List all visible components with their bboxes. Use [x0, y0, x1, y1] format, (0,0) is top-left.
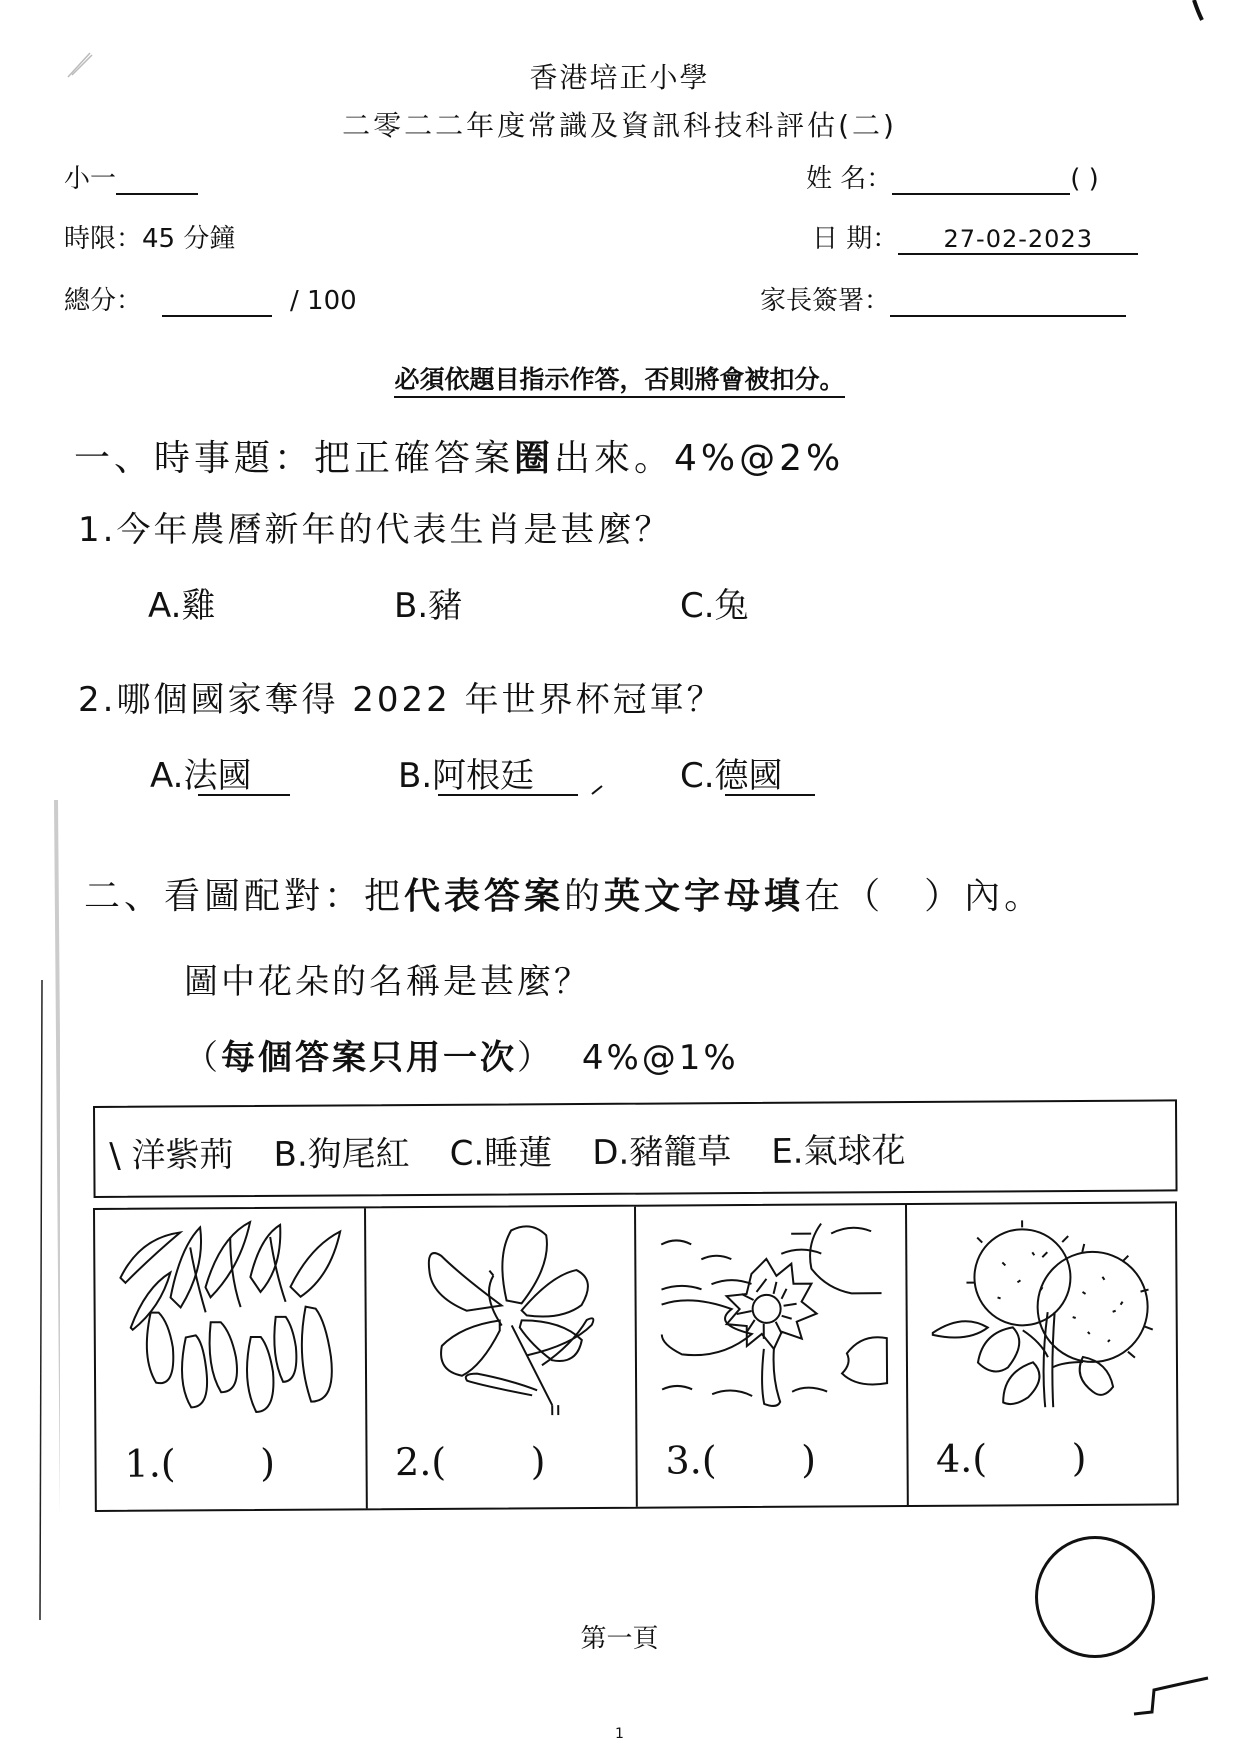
scan-mark	[1190, 0, 1210, 26]
section2-note: （每個答案只用一次） 4%@1%	[184, 1038, 739, 1078]
class-field	[64, 158, 198, 195]
parent-sign-input[interactable]	[890, 289, 1126, 317]
water-lily-drawing	[651, 1213, 892, 1414]
instruction-notice: 必須依題目指示作答，否則將會被扣分。	[0, 360, 1239, 396]
score-label: 總分：	[64, 286, 143, 316]
class-label: 小一	[64, 164, 117, 194]
picture-matching-grid	[93, 1201, 1179, 1512]
score-input[interactable]	[162, 289, 272, 317]
pen-mark	[590, 780, 606, 796]
q2-option-b[interactable]: B.阿根廷	[398, 756, 535, 796]
score-field	[64, 280, 357, 317]
section2-heading: 二、看圖配對：把代表答案的英文字母填在（ ）內。	[84, 876, 1045, 917]
choice-b: B.狗尾紅	[273, 1133, 410, 1175]
name-field	[806, 158, 1099, 195]
bauhinia-drawing	[381, 1215, 622, 1416]
picture-cell-1	[95, 1208, 367, 1510]
section2-subquestion: 圖中花朵的名稱是甚麼？	[184, 962, 591, 1002]
pitcher-plant-drawing	[110, 1216, 351, 1417]
choice-e: E.氣球花	[771, 1130, 906, 1172]
school-name: 香港培正小學	[529, 61, 710, 94]
answer-slot-2[interactable]: 2.( )	[394, 1439, 546, 1485]
answer-slot-1[interactable]: 1.( )	[124, 1440, 276, 1486]
question-2: 2.哪個國家奪得 2022 年世界杯冠軍？	[78, 680, 724, 720]
choice-d: D.豬籠草	[592, 1131, 732, 1173]
answer-slot-4[interactable]: 4.( )	[935, 1435, 1087, 1481]
page-edge-shadow	[20, 800, 60, 1754]
underline	[725, 794, 815, 796]
q1-option-a[interactable]: A.雞	[148, 586, 216, 626]
date-field	[812, 218, 1138, 255]
time-limit: 時限：45 分鐘	[64, 224, 236, 254]
class-number-paren[interactable]: ( )	[1070, 164, 1099, 194]
answer-slot-3[interactable]: 3.( )	[665, 1437, 817, 1483]
parent-sign-field	[760, 280, 1126, 317]
exam-title: 二零二二年度常識及資訊科技科評估(二)	[342, 109, 897, 142]
choice-a: \ 洋紫荊	[109, 1134, 234, 1176]
q1-option-b[interactable]: B.豬	[394, 586, 463, 626]
date-value: 27-02-2023	[898, 225, 1138, 255]
q2-option-a[interactable]: A.法國	[150, 756, 252, 796]
name-input[interactable]	[892, 167, 1070, 195]
date-label: 日 期：	[812, 224, 899, 254]
scan-mark	[1130, 1670, 1210, 1730]
question-1: 1.今年農曆新年的代表生肖是甚麼？	[78, 510, 672, 550]
q2-option-c[interactable]: C.德國	[680, 756, 783, 796]
picture-cell-4	[906, 1203, 1176, 1505]
score-total: / 100	[290, 286, 357, 316]
underline	[438, 794, 578, 796]
balloon-plant-drawing	[922, 1211, 1163, 1412]
answer-choices-box	[93, 1099, 1178, 1198]
name-label: 姓 名：	[806, 164, 893, 194]
parent-sign-label: 家長簽署：	[760, 286, 891, 316]
choice-c: C.睡蓮	[449, 1132, 553, 1174]
q1-option-c[interactable]: C.兔	[680, 586, 749, 626]
page-number: 1	[615, 1726, 624, 1742]
page-label: 第一頁	[580, 1624, 659, 1654]
picture-cell-3	[636, 1205, 908, 1507]
class-input[interactable]	[116, 167, 198, 195]
underline	[198, 794, 290, 796]
section1-heading: 一、時事題：把正確答案圈出來。4%@2%	[74, 438, 845, 479]
picture-cell-2	[366, 1207, 638, 1509]
